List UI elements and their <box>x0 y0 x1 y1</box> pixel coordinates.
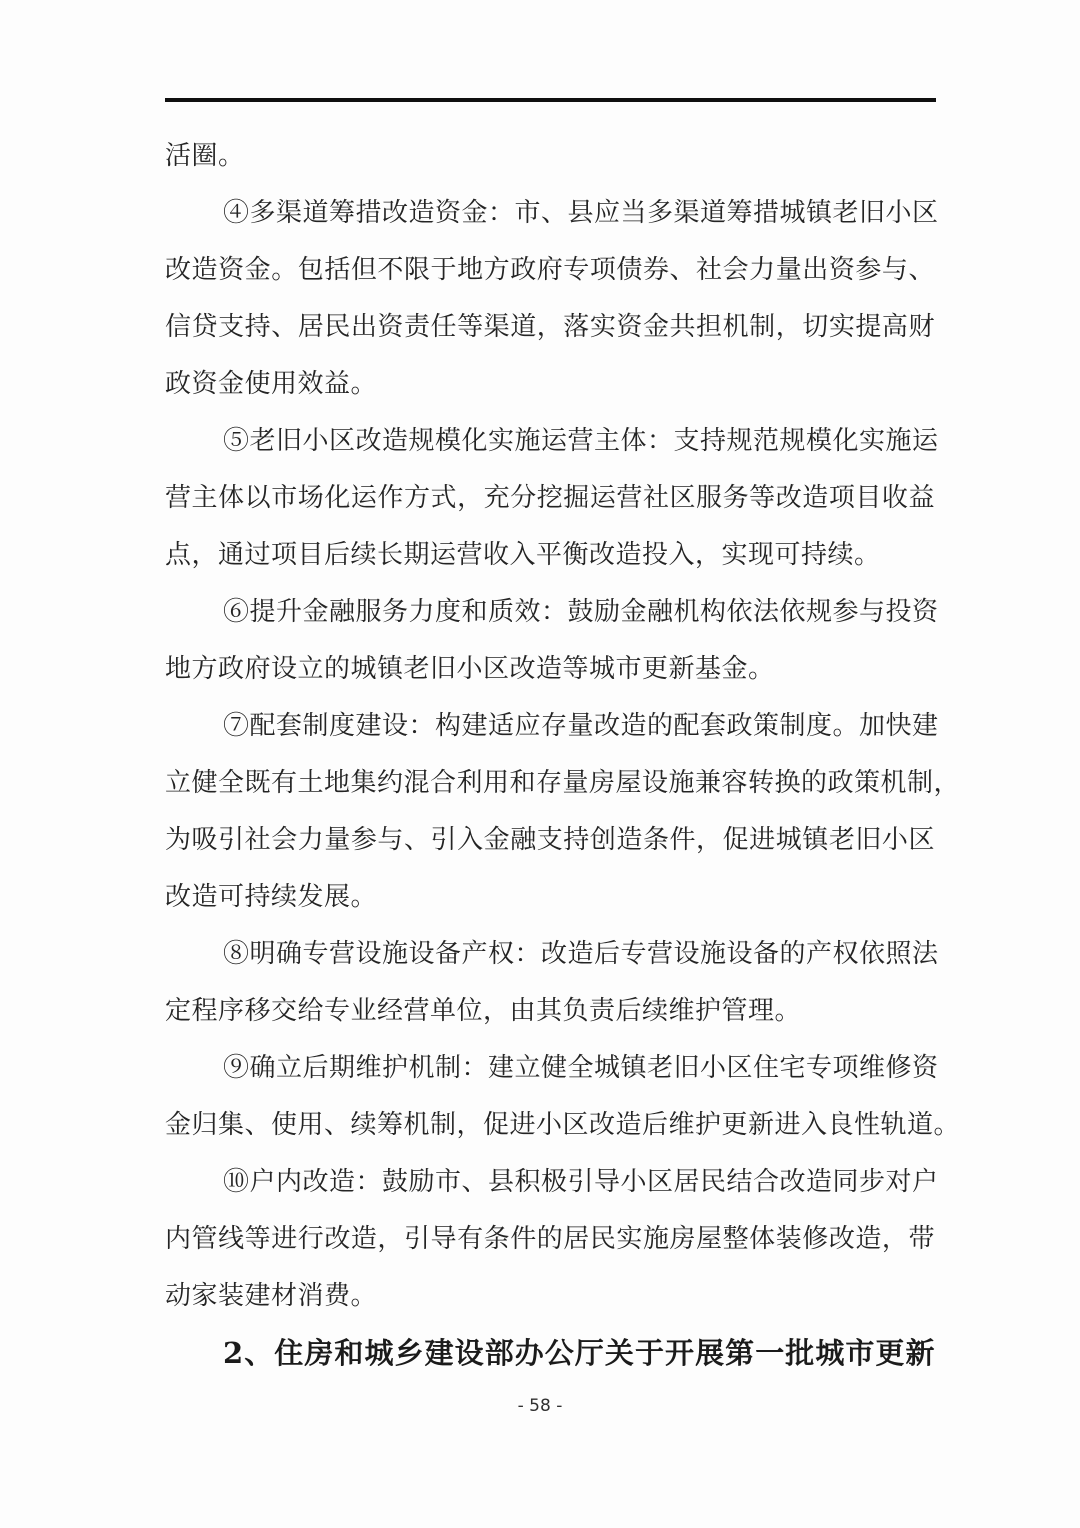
doc-line: 改造资金。包括但不限于地方政府专项债券、社会力量出资参与、 <box>165 255 935 285</box>
doc-line: 地方政府设立的城镇老旧小区改造等城市更新基金。 <box>165 654 775 684</box>
doc-line: 立健全既有土地集约混合利用和存量房屋设施兼容转换的政策机制， <box>165 768 961 798</box>
doc-line: 动家装建材消费。 <box>165 1281 378 1311</box>
doc-line: 信贷支持、居民出资责任等渠道，落实资金共担机制，切实提高财 <box>165 312 935 342</box>
doc-line: ⑦配套制度建设：构建适应存量改造的配套政策制度。加快建 <box>223 711 939 741</box>
doc-line: ⑥提升金融服务力度和质效：鼓励金融机构依法依规参与投资 <box>223 597 939 627</box>
page-number: - 58 - <box>517 1396 563 1416</box>
doc-line: ④多渠道筹措改造资金：市、县应当多渠道筹措城镇老旧小区 <box>223 198 939 228</box>
doc-line: 为吸引社会力量参与、引入金融支持创造条件，促进城镇老旧小区 <box>165 825 935 855</box>
doc-line: ⑤老旧小区改造规模化实施运营主体：支持规范规模化实施运 <box>223 426 939 456</box>
doc-line: 改造可持续发展。 <box>165 882 378 912</box>
doc-line: 定程序移交给专业经营单位，由其负责后续维护管理。 <box>165 996 802 1026</box>
doc-line: ⑨确立后期维护机制：建立健全城镇老旧小区住宅专项维修资 <box>223 1053 939 1083</box>
doc-line: 点，通过项目后续长期运营收入平衡改造投入，实现可持续。 <box>165 540 881 570</box>
doc-line: 内管线等进行改造，引导有条件的居民实施房屋整体装修改造，带 <box>165 1224 935 1254</box>
document-body <box>165 128 961 1382</box>
doc-line: 政资金使用效益。 <box>165 369 378 399</box>
doc-line: ⑧明确专营设施设备产权：改造后专营设施设备的产权依照法 <box>223 939 939 969</box>
doc-line: 金归集、使用、续筹机制，促进小区改造后维护更新进入良性轨道。 <box>165 1110 961 1140</box>
header-rule <box>165 98 936 102</box>
doc-line: 营主体以市场化运作方式，充分挖掘运营社区服务等改造项目收益 <box>165 483 935 513</box>
doc-line: ⑩户内改造：鼓励市、县积极引导小区居民结合改造同步对户 <box>223 1167 939 1197</box>
section-heading: 2、住房和城乡建设部办公厅关于开展第一批城市更新 <box>223 1336 935 1370</box>
doc-line: 活圈。 <box>165 141 245 171</box>
